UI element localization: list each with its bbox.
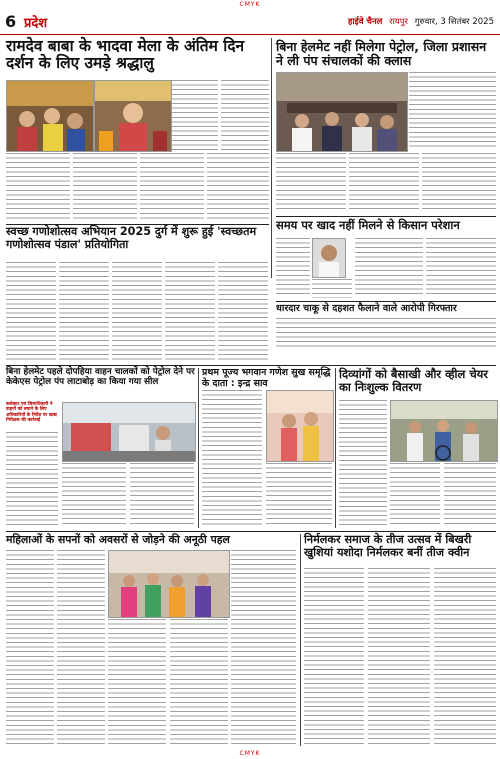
story-6-photo	[62, 402, 196, 462]
rule-full-2	[6, 531, 496, 532]
story-2-text-col2	[276, 153, 346, 213]
story-6-subhead: कलेक्टर एवं जिलाधिकारी ने वाहनों को बचाने के लिए अधिकारियों के निर्देश पर खाद्य निरीक्षक की कार्रवाई	[6, 402, 57, 423]
rule-right-2	[276, 301, 496, 302]
cmyk-mark-bottom: CMYK	[239, 750, 261, 757]
story-2-headline: बिना हेलमेट नहीं मिलेगा पेट्रोल, जिला प्रशासन ने ली पंप संचालकों की क्लास	[276, 39, 487, 68]
story-4-text-col3	[355, 238, 423, 298]
story-6-text-col3	[130, 463, 194, 527]
story-1-photo-right-image	[95, 81, 171, 151]
story-4-text-col4	[426, 238, 496, 298]
story-7-photo-image	[267, 391, 333, 461]
page-number: 6	[5, 12, 17, 31]
story-1-text-col6	[207, 153, 269, 221]
story-1-text-col2	[221, 80, 269, 150]
story-4-text-col1	[276, 238, 310, 298]
column-divider-4	[300, 534, 301, 746]
story-6-photo-image	[63, 403, 195, 461]
column-divider	[271, 38, 272, 278]
story-4-portrait-image	[313, 239, 345, 277]
edition-city: रायपुर	[389, 17, 409, 27]
story-8-photo-image	[391, 401, 497, 461]
story-7-photo	[266, 390, 334, 462]
story-5-text	[276, 318, 496, 348]
story-10-text-col1	[304, 568, 364, 745]
story-7-headline: प्रथम पूज्य भगवान गणेश सुख समृद्धि के दाता : इन्द्र साव	[202, 367, 331, 389]
story-1-photo-right	[94, 80, 172, 152]
story-1-text-col1	[172, 80, 218, 150]
column-divider-2	[198, 368, 199, 528]
story-4-headline: समय पर खाद नहीं मिलने से किसान परेशान	[276, 218, 460, 232]
story-9-photo	[108, 550, 230, 618]
story-1-text-col4	[73, 153, 137, 221]
story-2-text-col1	[409, 72, 496, 150]
story-2-photo-image	[277, 73, 407, 151]
story-7-text-col1	[202, 390, 262, 527]
rule-full-1	[6, 365, 496, 366]
story-3-text-col2	[59, 262, 109, 362]
story-9-text-col3	[108, 619, 166, 745]
story-8-text-col1	[339, 400, 387, 527]
story-10-text-col3	[434, 568, 496, 745]
story-9-text-col1	[6, 550, 54, 745]
story-8-text-col3	[444, 463, 496, 527]
rule-right-1	[276, 216, 496, 217]
issue-date: गुरुवार, 3 सितंबर 2025	[414, 17, 494, 27]
story-7-text-col2	[266, 463, 332, 527]
page-header	[0, 10, 500, 35]
story-9-text-col2	[57, 550, 105, 745]
story-5-headline: धारदार चाकू से दहशत फैलाने वाले आरोपी गिरफ्तार	[276, 303, 457, 314]
story-2-text-col4	[422, 153, 496, 213]
brand-name: हाईवे चैनल	[347, 17, 383, 27]
cmyk-mark-top: CMYK	[239, 1, 261, 8]
story-2-text-col3	[349, 153, 419, 213]
masthead	[348, 16, 494, 27]
section-title: प्रदेश	[24, 16, 48, 31]
story-9-text-col4	[170, 619, 228, 745]
story-1-photo-left-image	[7, 81, 93, 151]
story-6-text-col1	[6, 432, 58, 527]
story-3-text-col4	[165, 262, 215, 362]
story-3-headline: स्वच्छ गणोशोत्सव अभियान 2025 दुर्ग में शुरू हुई 'स्वच्छतम गणोशोत्सव पंडाल' प्रतियोगिता	[6, 225, 257, 251]
story-10-text-col2	[368, 568, 430, 745]
column-divider-3	[335, 368, 336, 528]
story-4-portrait	[312, 238, 346, 278]
story-1-photo-left	[6, 80, 94, 152]
story-9-photo-image	[109, 551, 229, 617]
story-1-text-col5	[140, 153, 204, 221]
story-9-text-col5	[231, 550, 296, 745]
story-3-text-col3	[112, 262, 162, 362]
story-3-text-col1	[6, 262, 56, 362]
story-6-text-col2	[62, 463, 126, 527]
story-8-text-col2	[390, 463, 440, 527]
story-10-headline: निर्मलकर समाज के तीज उत्सव में बिखरी खुशियां यशोदा निर्मलकर बनीं तीज क्वीन	[304, 533, 472, 559]
story-8-photo	[390, 400, 498, 462]
story-2-photo	[276, 72, 408, 152]
story-1-text-col3	[6, 153, 70, 221]
story-6-headline: बिना हेलमेट पहले दोपहिया वाहन चालकों को पेट्रोल देने पर केकेएस पेट्रोल पंप लाटाबोड़ का किया गया सील	[6, 367, 195, 387]
story-8-headline: दिव्यांगों को बैसाखी और व्हील चेयर का निःशुल्क वितरण	[339, 367, 489, 394]
story-9-headline: महिलाओं के सपनों को अवसरों से जोड़ने की अनूठी पहल	[6, 533, 230, 546]
story-4-text-col2	[312, 279, 352, 298]
story-3-text-col5	[218, 262, 268, 362]
story-1-headline: रामदेव बाबा के भादवा मेला के अंतिम दिन दर्शन के लिए उमड़े श्रद्धालु	[6, 37, 245, 73]
